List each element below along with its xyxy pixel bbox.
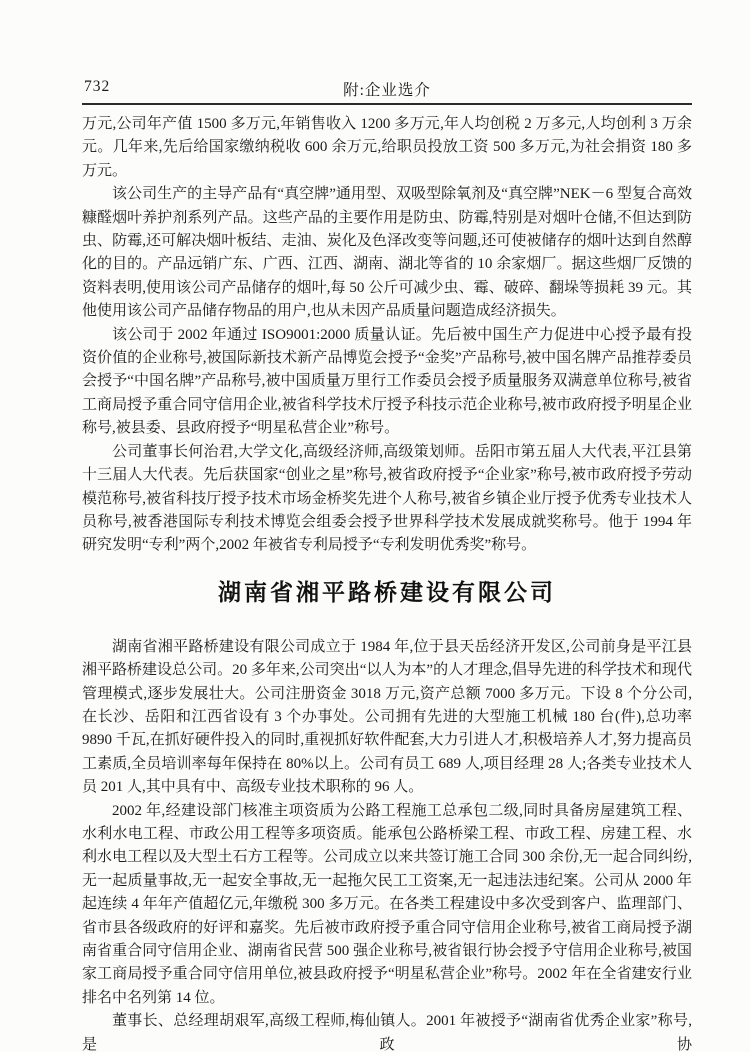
paragraph-continuation: 万元,公司年产值 1500 多万元,年销售收入 1200 多万元,年人均创税 2 万多元,人均创利 3 万余元。几年来,先后给国家缴纳税收 600 余万元,给职员投放工资 500 多万元,为社会捐资 180 多万元。 <box>82 116 692 179</box>
header-rule <box>82 103 692 105</box>
page-number: 732 <box>84 78 111 95</box>
running-header-title: 附:企业选介 <box>343 82 431 99</box>
company-section-heading: 湖南省湘平路桥建设有限公司 <box>218 578 556 605</box>
paragraph-products: 该公司生产的主导产品有“真空牌”通用型、双吸型除氧剂及“真空牌”NEK－6 型复合高效糠醛烟叶养护剂系列产品。这些产品的主要作用是防虫、防霉,特别是对烟叶仓储,不但达到防虫、防霉,还可解决烟叶板结、走油、炭化及色泽改变等问题,还可使被储存的烟叶达到自然醇化的目的。产品远销广东、广西、江西、湖南、湖北等省的 10 余家烟厂。据这些烟厂反馈的资料表明,使用该公司产品储存的烟叶,每 50 公斤可减少虫、霉、破碎、翻垛等损耗 39 元。其他使用该公司产品储存物品的用户,也从未因产品质量问题造成经济损失。 <box>82 186 692 320</box>
paragraph-certifications: 该公司于 2002 年通过 ISO9001:2000 质量认证。先后被中国生产力促进中心授予最有投资价值的企业称号,被国际新技术新产品博览会授予“金奖”产品称号,被中国名牌产品推荐委员会授予“中国名牌”产品称号,被中国质量万里行工作委员会授予质量服务双满意单位称号,被省工商局授予重合同守信用企业,被省科学技术厅授予科技示范企业称号,被市政府授予明星企业称号,被县委、县政府授予“明星私营企业”称号。 <box>82 326 692 437</box>
page-content <box>82 78 692 1052</box>
paragraph-company-qualifications: 2002 年,经建设部门核准主项资质为公路工程施工总承包二级,同时具备房屋建筑工程、水利水电工程、市政公用工程等多项资质。能承包公路桥梁工程、市政工程、房建工程、水利水电工程以及大型土石方工程等。公司成立以来共签订施工合同 300 余份,无一起合同纠纷,无一起质量事故,无一起安全事故,无一起拖欠民工工资案,无一起违法违纪案。公司从 2000 年起连续 4 年年产值超亿元,年缴税 300 多万元。在各类工程建设中多次受到客户、监理部门、省市县各级政府的好评和嘉奖。先后被市政府授予重合同守信用企业称号,被省工商局授予湖南省重合同守信用企业、湖南省民营 500 强企业称号,被省银行协会授予守信用企业称号,被国家工商局授予重合同守信用单位,被县政府授予“明星私营企业”称号。2002 年在全省建安行业排名中名列第 14 位。 <box>82 802 692 1006</box>
paragraph-company-overview: 湖南省湘平路桥建设有限公司成立于 1984 年,位于县天岳经济开发区,公司前身是平江县湘平路桥建设总公司。20 多年来,公司突出“以人为本”的人才理念,倡导先进的科学技术和现代管理模式,逐步发展壮大。公司注册资金 3018 万元,资产总额 7000 多万元。下设 8 个分公司,在长沙、岳阳和江西省设有 3 个办事处。公司拥有先进的大型施工机械 180 台(件),总功率 9890 千瓦,在抓好硬件投入的同时,重视抓好软件配套,大力引进人才,积极培养人才,努力提高员工素质,全员培训率每年保持在 80%以上。公司有员工 689 人,项目经理 28 人;各类专业技术人员 201 人,其中具有中、高级专业技术职称的 96 人。 <box>82 638 692 796</box>
paragraph-chairman: 公司董事长何治君,大学文化,高级经济师,高级策划师。岳阳市第五届人大代表,平江县第十三届人大代表。先后获国家“创业之星”称号,被省政府授予“企业家”称号,被市政府授予劳动模范称号,被省科技厅授予技术市场金桥奖先进个人称号,被省乡镇企业厅授予优秀专业技术人员称号,被香港国际专利技术博览会组委会授予世界科学技术发展成就奖称号。他于 1994 年研究发明“专利”两个,2002 年被省专利局授予“专利发明优秀奖”称号。 <box>82 443 692 554</box>
body-text <box>82 113 692 1052</box>
paragraph-general-manager: 董事长、总经理胡艰军,高级工程师,梅仙镇人。2001 年被授予“湖南省优秀企业家”称号,是政协 <box>82 1013 692 1052</box>
page-header <box>82 78 692 100</box>
